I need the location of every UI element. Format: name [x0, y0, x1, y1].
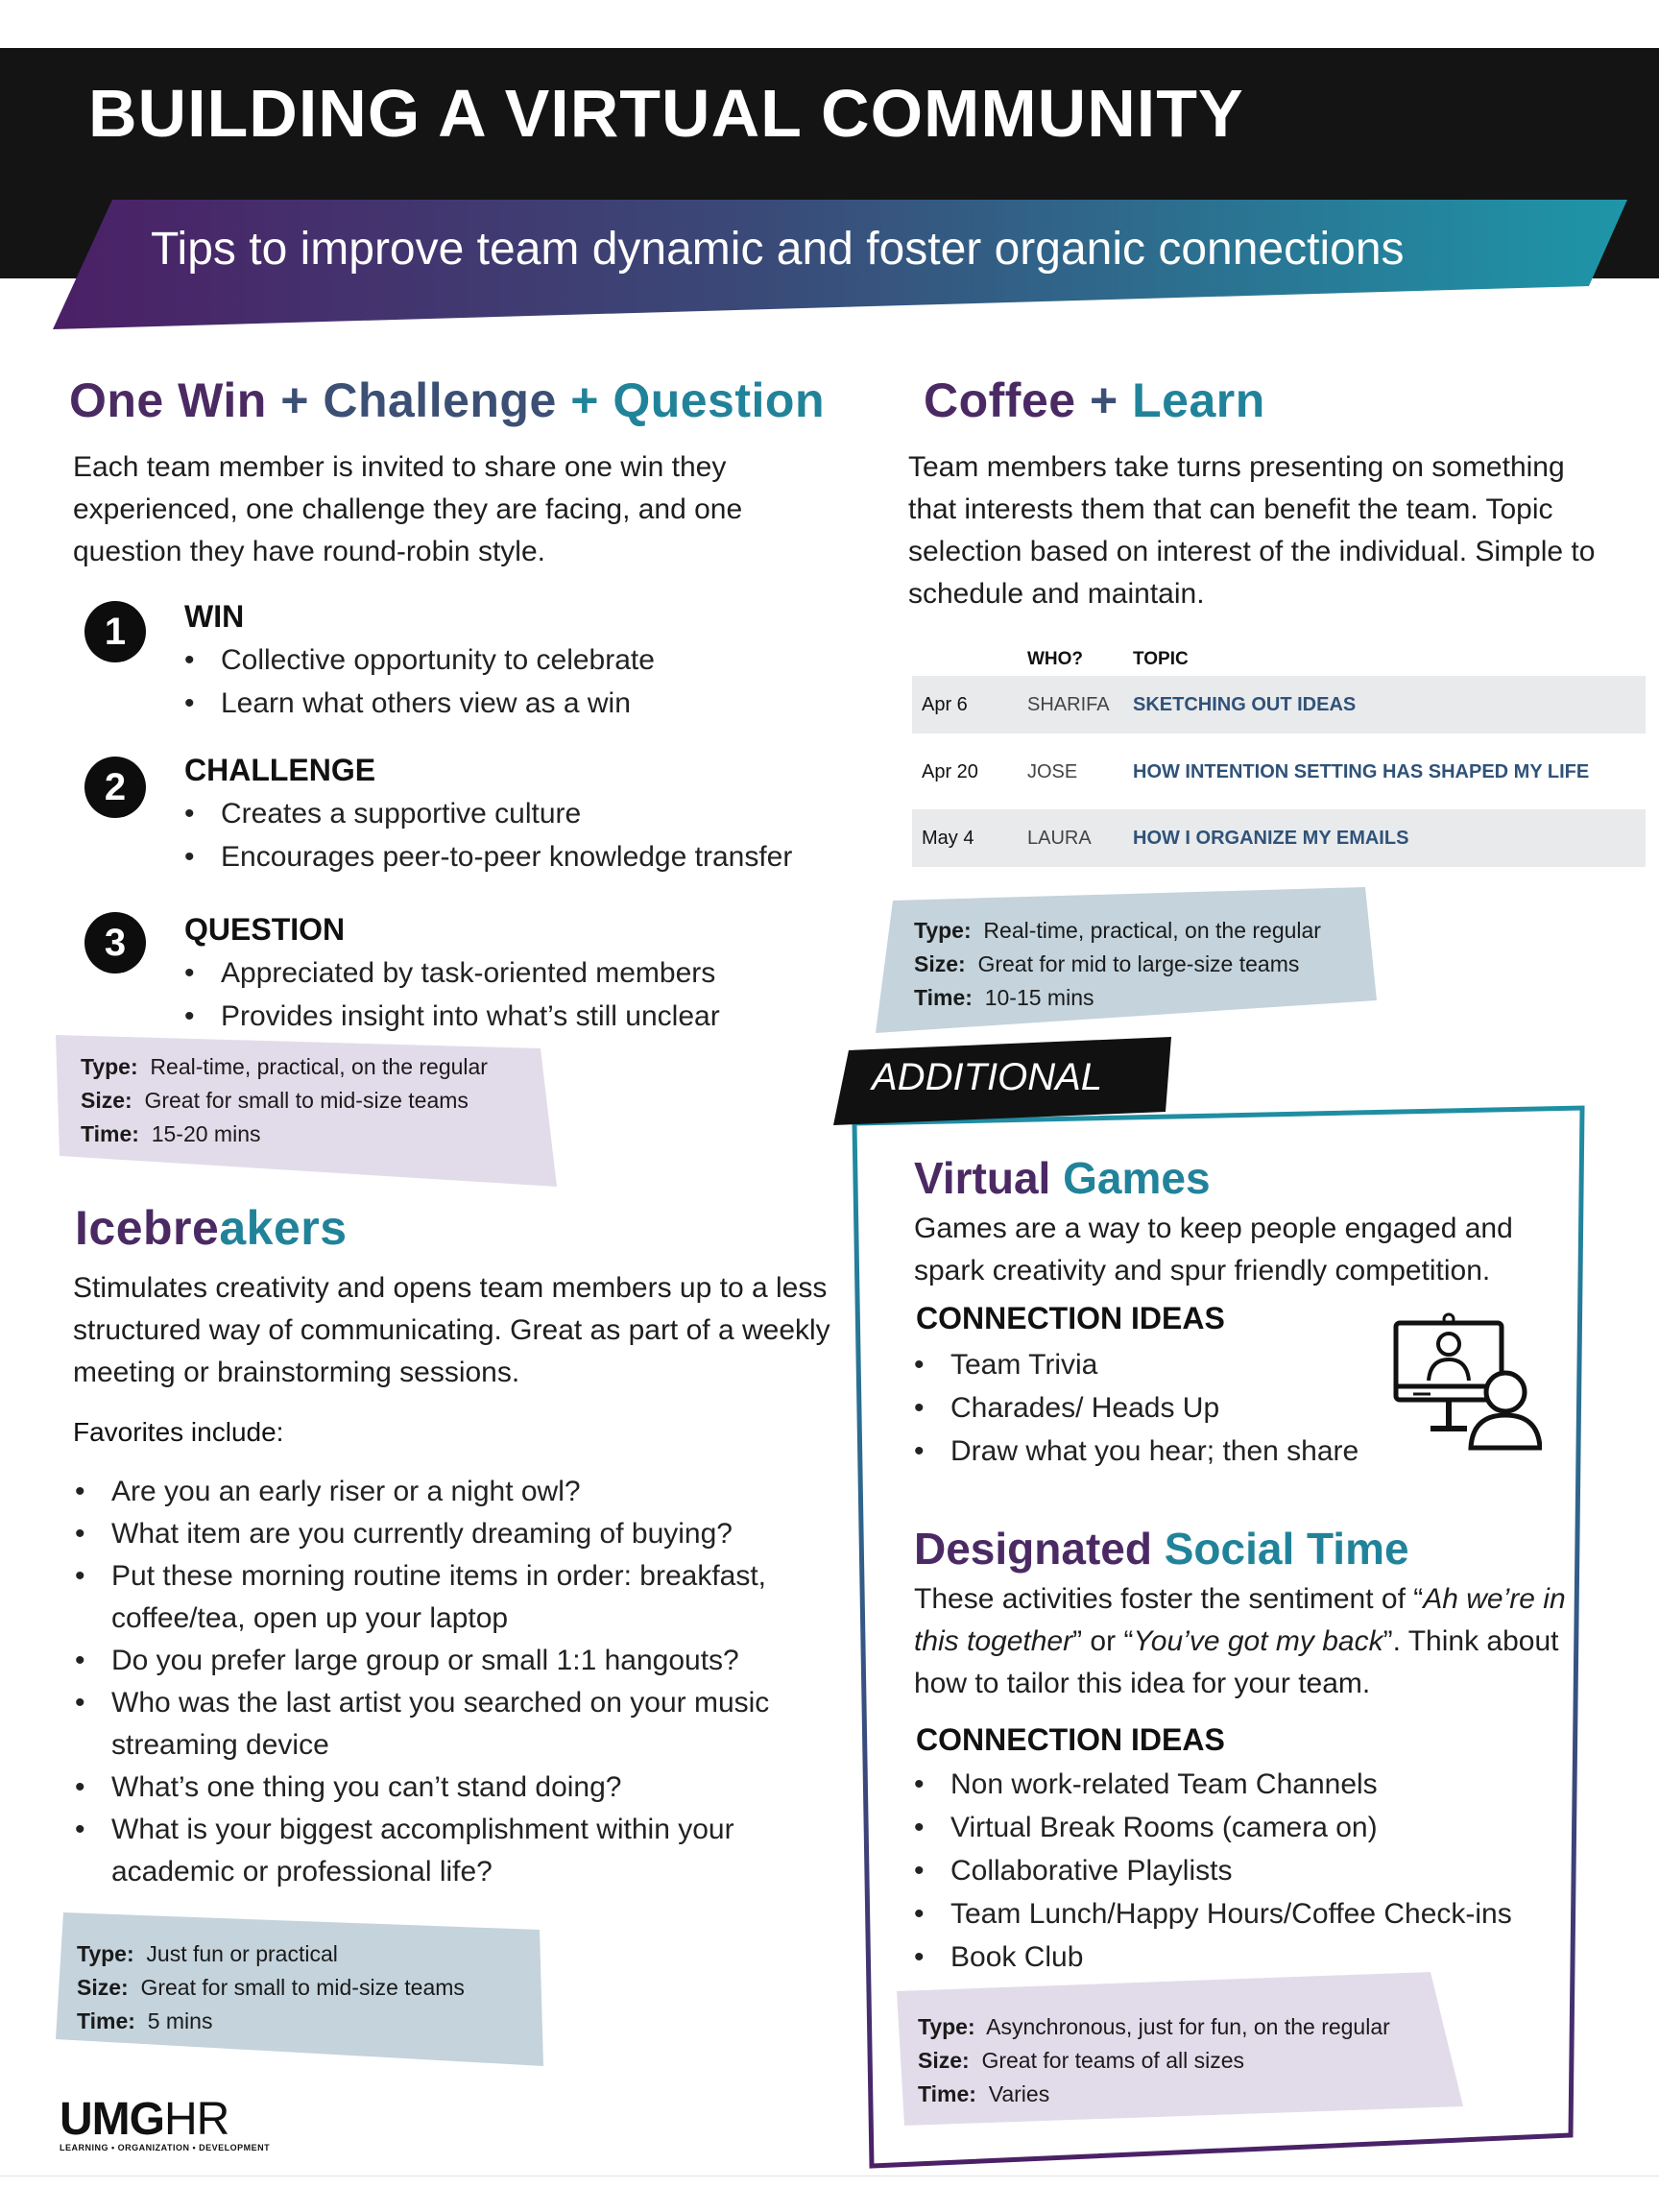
list-item: • Who was the last artist you searched on your music streaming device: [75, 1682, 824, 1767]
table-row: [912, 809, 1646, 867]
list-item: • What’s one thing you can’t stand doing?: [75, 1767, 824, 1809]
games-bullet-list: [914, 1343, 1452, 1473]
list-item: • Are you an early riser or a night owl?: [75, 1471, 824, 1513]
list-item: • Non work-related Team Channels: [914, 1763, 1576, 1806]
table-cell-topic: HOW INTENTION SETTING HAS SHAPED MY LIFE: [1133, 760, 1590, 782]
list-item: • Team Lunch/Happy Hours/Coffee Check-ins: [914, 1892, 1576, 1936]
social-bullet-list: [914, 1763, 1576, 1979]
list-item: • Do you prefer large group or small 1:1 hangouts?: [75, 1640, 824, 1682]
list-item: • Learn what others view as a win: [184, 682, 837, 725]
table-cell-who: JOSE: [1027, 760, 1078, 782]
list-item: • Book Club: [914, 1936, 1576, 1979]
number-badge: 2: [84, 757, 146, 818]
challenge-bullet-list: [184, 792, 856, 878]
table-header-who: WHO?: [1027, 649, 1084, 669]
item-title-win: WIN: [184, 599, 245, 634]
list-item: • Charades/ Heads Up: [914, 1386, 1452, 1430]
question-bullet-list: [184, 951, 856, 1038]
icebreakers-heading: Icebreakers: [75, 1201, 348, 1255]
coffee-intro: Team members take turns presenting on something that interests them that can benefit the team. Topic selection based on interest of the individual. Simple to schedule and maintain.: [908, 451, 1596, 610]
list-item: • What item are you currently dreaming of buying?: [75, 1513, 824, 1555]
social-time-heading: Designated Social Time: [914, 1524, 1409, 1574]
page-subtitle: Tips to improve team dynamic and foster organic connections: [151, 224, 1405, 275]
list-item: • What is your biggest accomplishment within your academic or professional life?: [75, 1809, 824, 1893]
list-item: • Put these morning routine items in order: breakfast, coffee/tea, open up your laptop: [75, 1555, 824, 1640]
win-bullet-list: [184, 638, 837, 725]
additional-label: ADDITIONAL: [872, 1056, 1103, 1098]
list-item: • Provides insight into what’s still unclear: [184, 995, 856, 1038]
table-cell-date: Apr 6: [922, 693, 968, 715]
video-call-icon: [1392, 1311, 1542, 1452]
list-item: • Virtual Break Rooms (camera on): [914, 1806, 1576, 1849]
additional-info: Type: Asynchronous, just for fun, on the regular Size: Great for teams of all sizes Time: Varies: [918, 2014, 1390, 2106]
list-item: • Appreciated by task-oriented members: [184, 951, 856, 995]
list-item: • Collaborative Playlists: [914, 1849, 1576, 1892]
table-row: [912, 676, 1646, 733]
page-title: BUILDING A VIRTUAL COMMUNITY: [88, 76, 1244, 151]
list-item: • Encourages peer-to-peer knowledge transfer: [184, 835, 856, 878]
table-cell-date: May 4: [922, 827, 974, 849]
table-cell-who: LAURA: [1027, 827, 1092, 849]
games-ideas-label: CONNECTION IDEAS: [916, 1301, 1225, 1335]
table-row: [912, 743, 1646, 801]
number-badge: 3: [84, 912, 146, 974]
coffee-info: Type: Real-time, practical, on the regular Size: Great for mid to large-size teams Time: 10-15 mins: [914, 918, 1321, 1010]
logo-tagline: LEARNING • ORGANIZATION • DEVELOPMENT: [60, 2143, 271, 2152]
virtual-games-heading: Virtual Games: [914, 1153, 1211, 1203]
table-header-topic: TOPIC: [1133, 649, 1189, 669]
icebreakers-info: Type: Just fun or practical Size: Great for small to mid-size teams Time: 5 mins: [77, 1941, 465, 2033]
item-title-challenge: CHALLENGE: [184, 753, 376, 787]
virtual-games-intro: Games are a way to keep people engaged and spark creativity and spur friendly competition.: [914, 1213, 1513, 1286]
one-win-intro: Each team member is invited to share one win they experienced, one challenge they are facing, and one question they have round-robin style.: [73, 451, 743, 567]
table-cell-who: SHARIFA: [1027, 693, 1110, 715]
list-item: • Draw what you hear; then share: [914, 1430, 1452, 1473]
icebreakers-intro: Stimulates creativity and opens team members up to a less structured way of communicating. Great as part of a weekly meeting or brainstorming sessions.: [73, 1272, 830, 1388]
one-win-info: Type: Real-time, practical, on the regular Size: Great for small to mid-size teams Time: 15-20 mins: [81, 1054, 488, 1146]
item-title-question: QUESTION: [184, 912, 346, 947]
list-item: • Collective opportunity to celebrate: [184, 638, 837, 682]
favorites-label: Favorites include:: [73, 1417, 284, 1447]
number-badge: 1: [84, 601, 146, 662]
list-item: • Creates a supportive culture: [184, 792, 856, 835]
umghr-logo: UMGHR: [60, 2094, 229, 2145]
one-win-heading: One Win + Challenge + Question: [69, 373, 825, 427]
social-ideas-label: CONNECTION IDEAS: [916, 1722, 1225, 1757]
coffee-learn-heading: Coffee + Learn: [924, 373, 1265, 427]
social-time-intro: These activities foster the sentiment of “Ah we’re in this together” or “You’ve got my back”. Think about how to tailor this idea for your team.: [914, 1583, 1566, 1699]
list-item: • Team Trivia: [914, 1343, 1452, 1386]
table-cell-topic: HOW I ORGANIZE MY EMAILS: [1133, 827, 1409, 849]
icebreakers-bullet-list: [75, 1471, 824, 1893]
table-cell-topic: SKETCHING OUT IDEAS: [1133, 693, 1357, 715]
table-cell-date: Apr 20: [922, 760, 978, 782]
